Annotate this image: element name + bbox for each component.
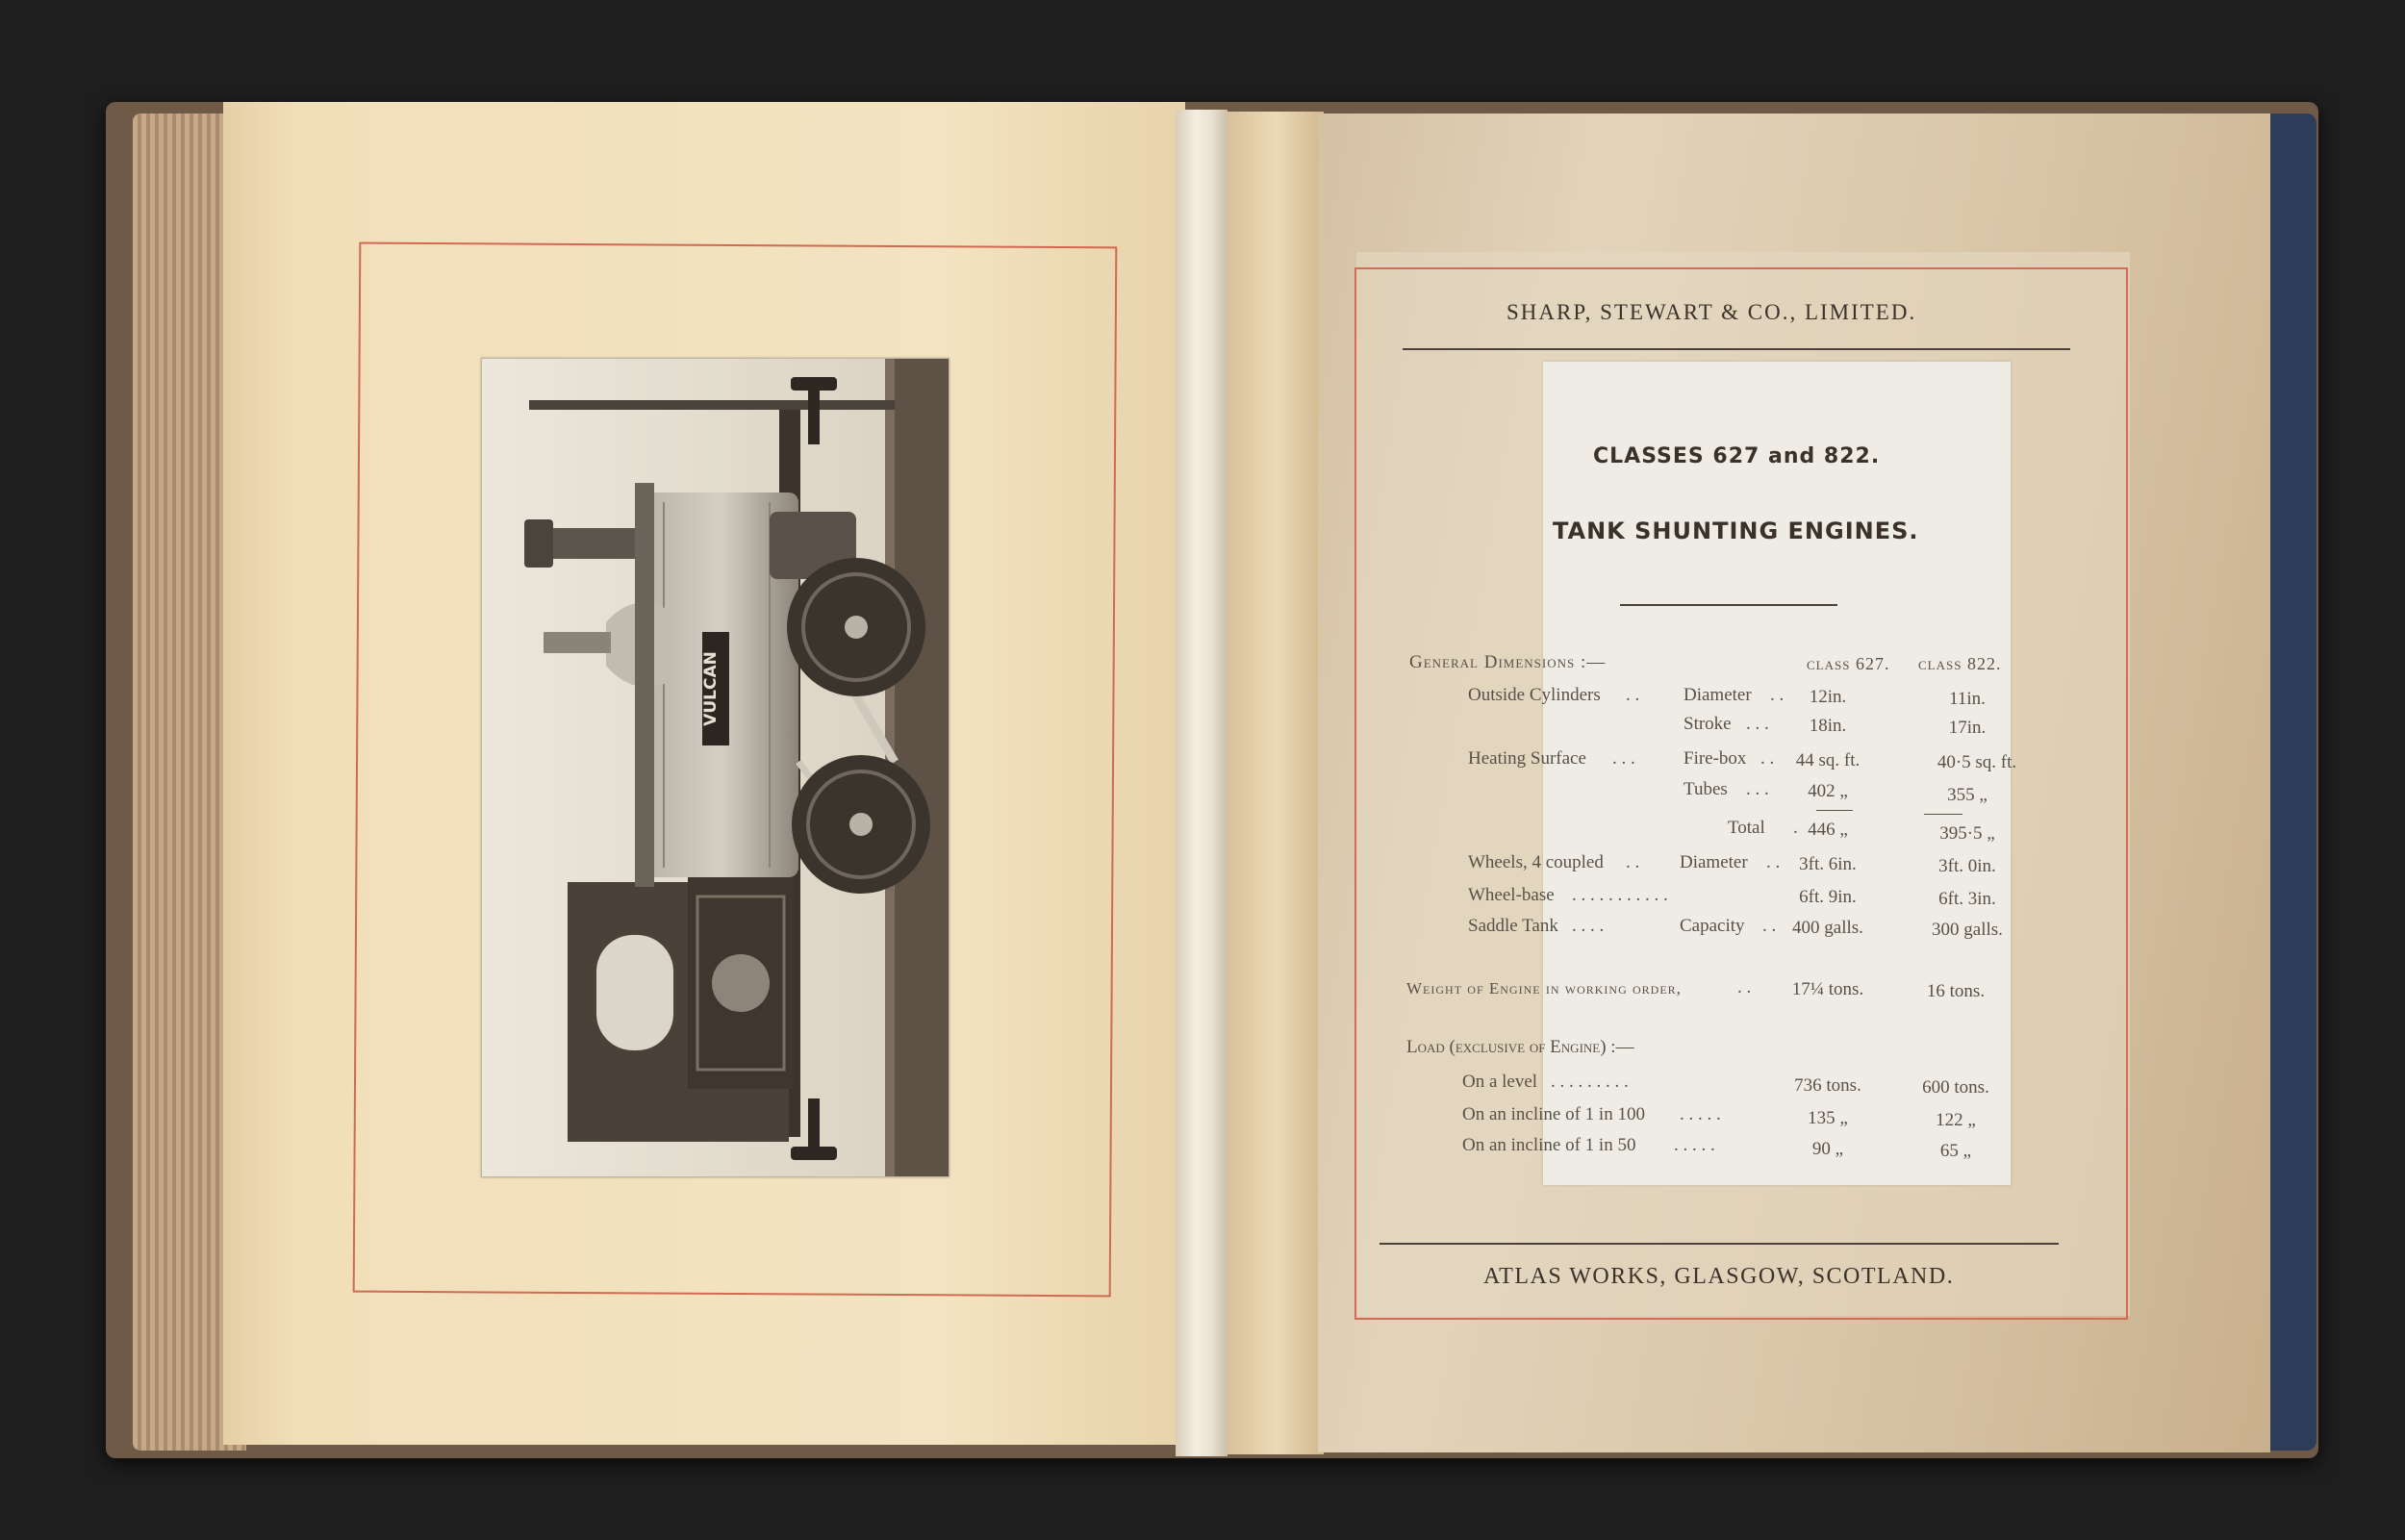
row-sub-dots: . . . — [1746, 779, 1769, 799]
nameplate-text: VULCAN — [701, 651, 721, 726]
sum-rule-822 — [1924, 814, 1962, 815]
row-dots: . . . — [1612, 748, 1635, 769]
row-dots: . . — [1626, 852, 1640, 872]
row-sub-dots: . . — [1766, 852, 1781, 872]
header-rule — [1403, 348, 2070, 350]
row-dots: . . . . . . . . . . . — [1572, 885, 1668, 905]
load-value-627: 90 „ — [1811, 1139, 1844, 1159]
row-label: Outside Cylinders — [1468, 685, 1601, 705]
load-row-label: On an incline of 1 in 100 — [1462, 1104, 1645, 1124]
company-header: SHARP, STEWART & CO., LIMITED. — [1506, 300, 1917, 324]
classes-title: CLASSES 627 and 822. — [1593, 444, 1881, 468]
value-822: 11in. — [1949, 689, 1986, 709]
load-value-627: 135 „ — [1808, 1108, 1848, 1128]
load-value-627: 736 tons. — [1794, 1075, 1861, 1096]
load-value-822: 65 „ — [1939, 1141, 1972, 1161]
value-627: 446 „ — [1808, 820, 1848, 840]
specification-plate — [1543, 362, 2011, 1185]
row-sub-label: Tubes — [1684, 779, 1728, 799]
works-address-footer: ATLAS WORKS, GLASGOW, SCOTLAND. — [1483, 1264, 1955, 1289]
load-value-822: 600 tons. — [1922, 1077, 1989, 1098]
sum-rule-627 — [1816, 810, 1853, 811]
value-627: 6ft. 9in. — [1799, 887, 1857, 907]
row-label: Wheel-base — [1468, 885, 1555, 905]
book-cover-edge — [2270, 114, 2316, 1451]
row-sub-dots: . . — [1760, 748, 1775, 769]
row-sub-label: Stroke — [1684, 714, 1732, 734]
value-822: 395·5 „ — [1939, 823, 1995, 844]
row-sub-label: Diameter — [1684, 685, 1752, 705]
row-sub-dots: . . — [1762, 916, 1777, 936]
weight-label: Weight of Engine in working order, — [1406, 979, 1682, 997]
class-822-heading: class 822. — [1918, 654, 2002, 673]
value-627: 3ft. 6in. — [1799, 854, 1857, 874]
weight-dots: . . — [1737, 977, 1752, 997]
weight-822: 16 tons. — [1926, 981, 1986, 1001]
load-row-label: On an incline of 1 in 50 — [1462, 1135, 1636, 1155]
title-rule — [1620, 604, 1837, 606]
row-label: Saddle Tank — [1468, 916, 1558, 936]
value-822: 3ft. 0in. — [1938, 856, 1996, 876]
row-dots: . . — [1626, 685, 1640, 705]
load-label: Load (exclusive of Engine) :— — [1406, 1037, 1634, 1057]
gutter-shadow — [1228, 112, 1324, 1454]
general-dimensions-label: General Dimensions :— — [1409, 652, 1607, 672]
value-822: 355 „ — [1947, 785, 1987, 805]
value-627: 18in. — [1809, 716, 1847, 736]
load-row-dots: . . . . . — [1680, 1104, 1721, 1124]
row-sub-dots: . . . — [1746, 714, 1769, 734]
book-spine-cloth — [1176, 110, 1228, 1456]
row-sub-dots: . . — [1770, 685, 1785, 705]
load-value-822: 122 „ — [1936, 1110, 1976, 1130]
engine-type-title: TANK SHUNTING ENGINES. — [1553, 518, 1919, 544]
row-label: Heating Surface — [1468, 748, 1586, 769]
load-row-dots: . . . . . . . . . — [1551, 1072, 1629, 1092]
footer-rule — [1380, 1243, 2059, 1245]
value-822: 40·5 sq. ft. — [1937, 752, 2017, 772]
row-dots: . . . . — [1572, 916, 1605, 936]
value-627: 44 sq. ft. — [1795, 750, 1861, 770]
value-822: 17in. — [1948, 718, 1987, 738]
row-sub-label: Diameter — [1680, 852, 1748, 872]
locomotive-image — [481, 358, 949, 1177]
value-822: 6ft. 3in. — [1938, 889, 1996, 909]
weight-627: 17¼ tons. — [1791, 979, 1864, 999]
row-sub-label: Capacity — [1680, 916, 1745, 936]
value-627: 402 „ — [1808, 781, 1848, 801]
value-627: 12in. — [1809, 687, 1847, 707]
load-row-dots: . . . . . — [1674, 1135, 1715, 1155]
row-sub-dots: . — [1793, 818, 1798, 838]
load-row-label: On a level — [1462, 1072, 1538, 1092]
row-sub-label: Fire-box — [1684, 748, 1747, 769]
class-627-heading: class 627. — [1807, 654, 1890, 673]
row-label: Wheels, 4 coupled — [1468, 852, 1604, 872]
value-627: 400 galls. — [1792, 918, 1863, 938]
row-sub-label: Total — [1728, 818, 1765, 838]
value-822: 300 galls. — [1932, 920, 2003, 940]
